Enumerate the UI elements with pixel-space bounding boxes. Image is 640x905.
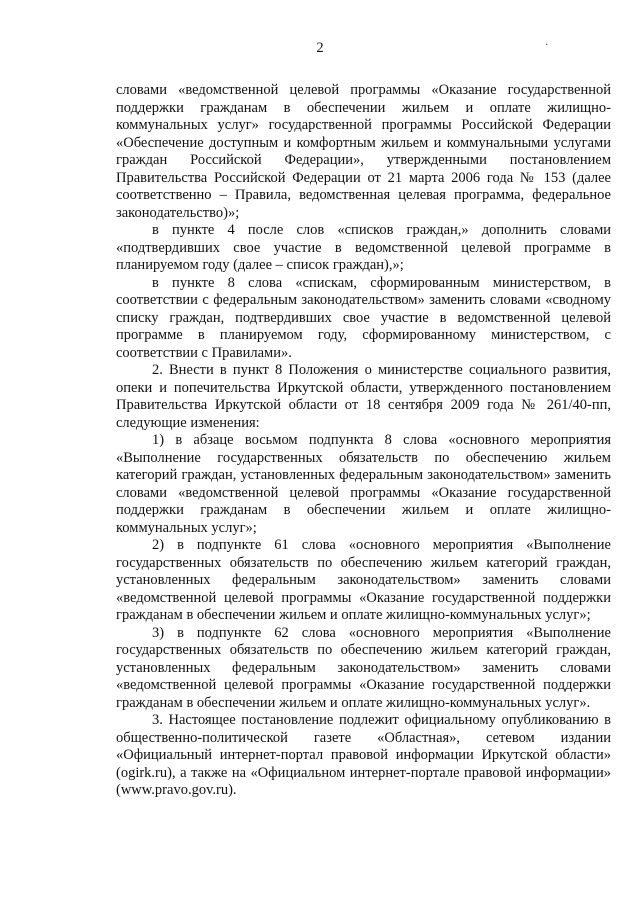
page-number: 2 (316, 40, 324, 56)
corner-mark: · (545, 40, 549, 51)
paragraph-item-8: в пункте 8 слова «спискам, сформированным министерством, в соответствии с федеральным законодательством» заменить словами «сводному списку граждан, подтвердивших свое участие в ведомственной целевой программе в планируемом году, сформированному министерством, с соответствии с Правилами». (116, 274, 611, 361)
paragraph-section-2: 2. Внести в пункт 8 Положения о министерстве социального развития, опеки и попечительства Иркутской области, утвержденного постановлением Правительства Иркутской области от 18 сентября 2009 года № 261/40-пп, следующие изменения: (116, 362, 611, 431)
paragraph-section-3: 3. Настоящее постановление подлежит официальному опубликованию в общественно-политической газете «Областная», сетевом издании «Официальный интернет-портал правовой информации Иркутской области» (ogirk.ru), а также на «Официальном интернет-портале правовой информации» (www.pravo.gov.ru). (116, 712, 611, 798)
paragraph-continuation: словами «ведомственной целевой программы «Оказание государственной поддержки гражданам в обеспечении жильем и оплате жилищно-коммунальных услуг» государственной программы Российской Федерации «Обеспечение доступным и комфортным жильем и коммунальными услугами граждан Российской Федерации», утвержденными постановлением Правительства Российской Федерации от 21 марта 2006 года № 153 (далее соответственно – Правила, ведомственная целевая программа, федеральное законодательство)»; (116, 82, 611, 221)
document-body (116, 82, 611, 800)
paragraph-item-4: в пункте 4 после слов «списков граждан,» дополнить словами «подтвердивших свое участие в ведомственной целевой программе в планируемом году (далее – список граждан),»; (116, 222, 611, 273)
paragraph-subitem-3: 3) в подпункте 62 слова «основного мероприятия «Выполнение государственных обязательств по обеспечению жильем категорий граждан, установленных федеральным законодательством» заменить словами «ведомственной целевой программы «Оказание государственной поддержки гражданам в обеспечении жильем и оплате жилищно-коммунальных услуг». (116, 624, 611, 711)
paragraph-subitem-2: 2) в подпункте 61 слова «основного мероприятия «Выполнение государственных обязательств по обеспечению жильем категорий граждан, установленных федеральным законодательством» заменить словами «ведомственной целевой программы «Оказание государственной поддержки гражданам в обеспечении жильем и оплате жилищно-коммунальных услуг»; (116, 537, 611, 623)
paragraph-subitem-1: 1) в абзаце восьмом подпункта 8 слова «основного мероприятия «Выполнение государственных обязательств по обеспечению жильем категорий граждан, установленных федеральным законодательством» заменить словами «ведомственной целевой программы «Оказание государственной поддержки гражданам в обеспечении жильем и оплате жилищно-коммунальных услуг»; (116, 432, 611, 536)
